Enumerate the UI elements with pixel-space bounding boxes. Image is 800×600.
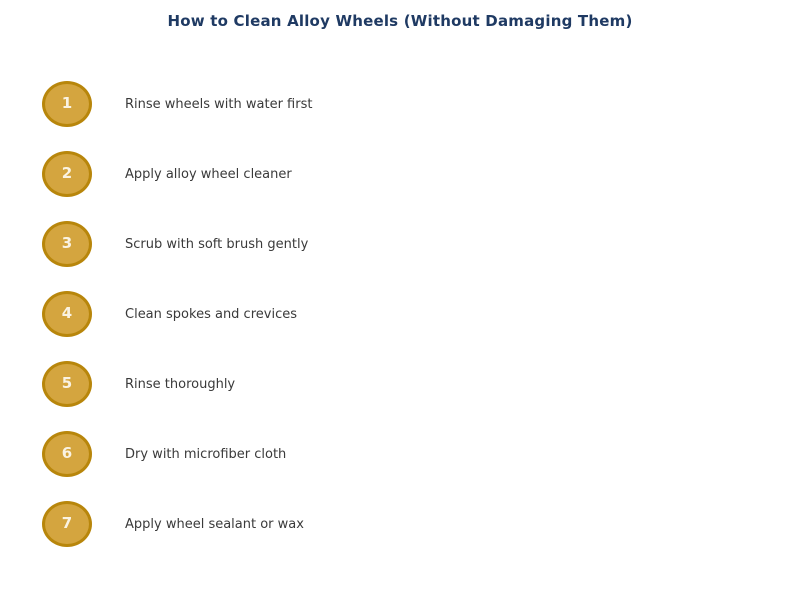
step-number-badge: [42, 151, 92, 197]
step-number: 4: [61, 303, 73, 322]
step-number-badge: [42, 361, 92, 407]
step-row: [42, 151, 292, 197]
step-label: Clean spokes and crevices: [125, 306, 297, 322]
step-label: Rinse wheels with water first: [125, 96, 313, 112]
step-row: [42, 431, 286, 477]
step-row: [42, 81, 312, 127]
step-row: [42, 221, 308, 267]
step-row: [42, 361, 235, 407]
step-number: 7: [61, 513, 73, 532]
step-number-badge: [42, 501, 92, 547]
step-label: Dry with microfiber cloth: [125, 446, 287, 462]
step-label: Scrub with soft brush gently: [125, 236, 309, 252]
step-number: 1: [61, 93, 73, 112]
step-number-badge: [42, 81, 92, 127]
step-number: 5: [61, 373, 73, 392]
page-title: How to Clean Alloy Wheels (Without Damaging Them): [167, 12, 633, 30]
step-label: Rinse thoroughly: [125, 376, 236, 392]
step-number: 3: [61, 233, 73, 252]
step-number: 6: [61, 443, 73, 462]
step-row: [42, 291, 297, 337]
step-number: 2: [61, 163, 73, 182]
step-number-badge: [42, 431, 92, 477]
step-number-badge: [42, 221, 92, 267]
step-label: Apply wheel sealant or wax: [125, 516, 304, 532]
step-label: Apply alloy wheel cleaner: [125, 166, 292, 182]
step-row: [42, 501, 304, 547]
step-number-badge: [42, 291, 92, 337]
